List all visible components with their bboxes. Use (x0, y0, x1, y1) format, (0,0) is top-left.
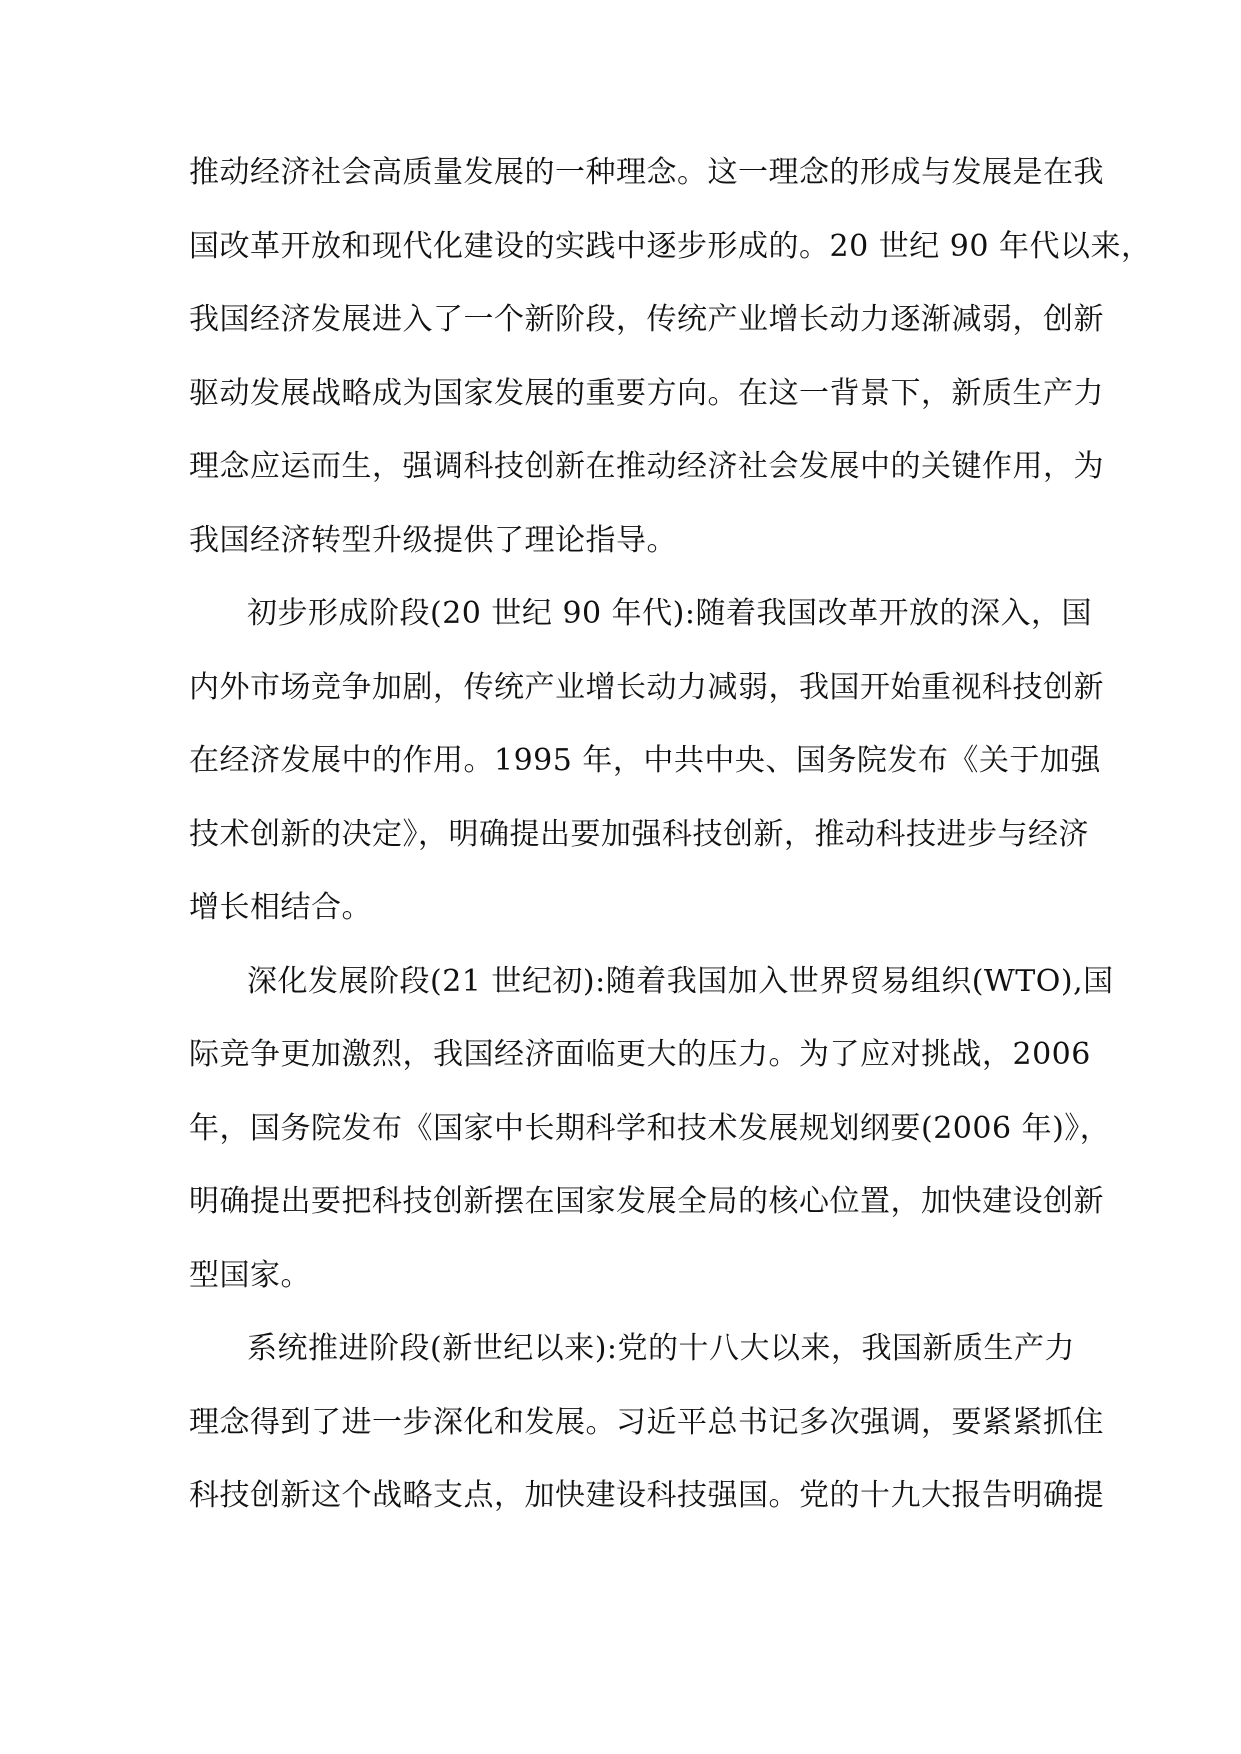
text-line: 年，国务院发布《国家中长期科学和技术发展规划纲要(2006 年)》， (189, 1110, 1111, 1146)
paragraph-2 (189, 589, 1104, 957)
text-line: 理念得到了进一步深化和发展。习近平总书记多次强调，要紧紧抓住 (189, 1404, 1104, 1440)
body-text (189, 148, 1152, 1545)
text-line: 技术创新的决定》，明确提出要加强科技创新，推动科技进步与经济 (189, 816, 1089, 852)
text-line: 系统推进阶段(新世纪以来):党的十八大以来，我国新质生产力 (247, 1331, 1076, 1366)
text-line: 深化发展阶段(21 世纪初):随着我国加入世界贸易组织(WTO),国 (247, 963, 1114, 999)
text-line: 内外市场竞争加剧，传统产业增长动力减弱，我国开始重视科技创新 (189, 669, 1104, 705)
text-line: 在经济发展中的作用。1995 年，中共中央、国务院发布《关于加强 (189, 743, 1101, 778)
text-line: 我国经济发展进入了一个新阶段，传统产业增长动力逐渐减弱，创新 (189, 302, 1104, 337)
paragraph-1 (189, 148, 1152, 589)
text-line: 驱动发展战略成为国家发展的重要方向。在这一背景下，新质生产力 (189, 375, 1104, 411)
paragraph-4 (189, 1324, 1104, 1545)
text-line: 明确提出要把科技创新摆在国家发展全局的核心位置，加快建设创新 (189, 1184, 1104, 1219)
text-line: 际竞争更加激烈，我国经济面临更大的压力。为了应对挑战，2006 (189, 1037, 1091, 1072)
text-line: 推动经济社会高质量发展的一种理念。这一理念的形成与发展是在我 (189, 155, 1104, 190)
text-line: 我国经济转型升级提供了理论指导。 (189, 522, 677, 558)
paragraph-3 (189, 957, 1114, 1325)
text-line: 增长相结合。 (189, 890, 372, 925)
text-line: 型国家。 (189, 1257, 311, 1293)
text-line: 理念应运而生，强调科技创新在推动经济社会发展中的关键作用，为 (189, 449, 1104, 484)
text-line: 初步形成阶段(20 世纪 90 年代):随着我国改革开放的深入，国 (247, 596, 1092, 631)
text-line: 科技创新这个战略支点，加快建设科技强国。党的十九大报告明确提 (189, 1478, 1104, 1513)
text-line: 国改革开放和现代化建设的实践中逐步形成的。20 世纪 90 年代以来， (189, 228, 1152, 264)
